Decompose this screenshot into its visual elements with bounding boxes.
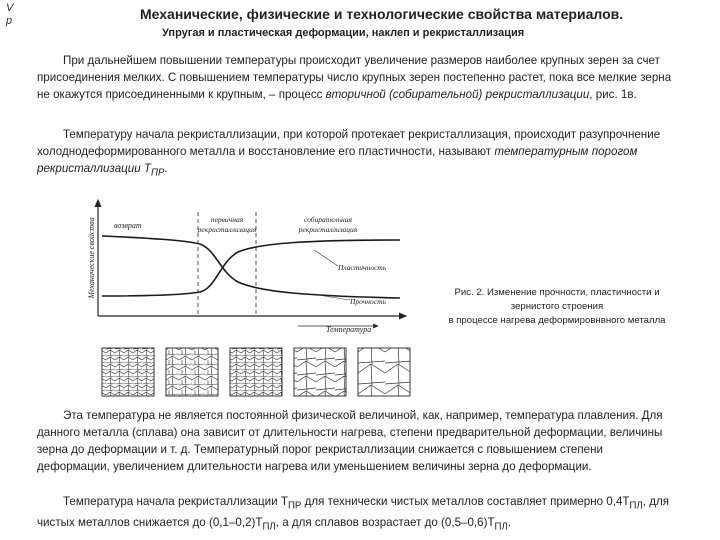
p4-text-3: , для чистых металлов снижается до (0,1–0,2)Т bbox=[37, 495, 670, 530]
paragraph-threshold-definition bbox=[37, 126, 677, 181]
p2-italic-text: температурным порогом рекристаллизации Т bbox=[37, 145, 638, 175]
stage-label-primary-line1: первичная bbox=[210, 215, 244, 224]
caption-line-3: в процессе нагрева деформировнвного металла bbox=[448, 315, 666, 326]
y-axis-label: Механические свойства bbox=[87, 217, 96, 299]
p4-sub-4: ПЛ bbox=[494, 521, 508, 533]
page-subtitle: Упругая и пластическая деформации, наклеп и рекристаллизация bbox=[162, 27, 525, 39]
grain-structure-coarse bbox=[358, 348, 410, 396]
p4-text-2: для технически чистых металлов составляет примерно 0,4Т bbox=[301, 495, 630, 508]
stage-label-recovery: возврат bbox=[114, 221, 142, 230]
caption-line-2: зернистого строения bbox=[510, 301, 604, 312]
p1-text-a: При дальнейшем повышении температуры происходит увеличение размеров наиболее крупных зерен за счет присоединения мелких. С повышением температуры число крупных зерен постепенно растет, пока все мелкие зерна не окажутся присоединенными к крупным, – процесс bbox=[37, 54, 672, 101]
p2-subscript: ПР bbox=[150, 167, 165, 179]
p1-text-b: , рис. 1в. bbox=[589, 88, 637, 101]
p4-sub-3: ПЛ bbox=[262, 521, 276, 533]
p3-text: Эта температура не является постоянной физической величиной, как, например, температура плавления. Для данного металла (сплава) она зависит от длительности нагрева, степени предварительной деформации, величины зерна до деформации и т. д. Температурный порог рекристаллизации снижается с повышением степени деформации, увеличением длительности нагрева или уменьшением величины зерна до деформации. bbox=[37, 409, 663, 473]
stage-label-collective-line1: собирательная bbox=[303, 215, 353, 224]
grain-structure-secondary-growth bbox=[294, 348, 346, 396]
strength-label: Прочность bbox=[350, 297, 386, 306]
grain-structure-recovered bbox=[166, 348, 218, 396]
caption-line-1: Рис. 2. Изменение прочности, пластичности и bbox=[454, 287, 660, 298]
ductility-leader bbox=[314, 250, 338, 266]
p1-italic-term: вторичной (собирательной) рекристаллизации bbox=[325, 88, 590, 101]
p4-text-4: , а для сплавов возрастает до (0,5–0,6)Т bbox=[275, 516, 495, 530]
corner-mark-line2: p bbox=[6, 15, 13, 27]
paragraph-threshold-values bbox=[37, 493, 677, 536]
p4-text-5: . bbox=[507, 516, 512, 530]
corner-mark-line1: V bbox=[6, 2, 14, 14]
recrystallization-figure bbox=[88, 196, 418, 398]
grain-structure-deformed bbox=[102, 348, 154, 396]
stage-label-primary-line2: рекристаллизация bbox=[197, 225, 257, 234]
p2-text-a: Температуру начала рекристаллизации, при которой протекает рекристаллизация, происходит разупрочнение холоднодеформированного металла и восстановление его пластичности, называют bbox=[37, 128, 661, 158]
p4-sub-2: ПЛ bbox=[629, 500, 643, 512]
x-axis-label: Температура bbox=[326, 325, 372, 334]
p4-text-1: Температура начала рекристаллизации Т bbox=[63, 495, 288, 508]
p2-text-b: . bbox=[164, 162, 168, 175]
corner-mark bbox=[6, 2, 13, 28]
p4-sub-1: ПР bbox=[287, 500, 302, 512]
stage-label-collective-line2: рекристаллизация bbox=[298, 225, 358, 234]
paragraph-secondary-recrystallization bbox=[37, 52, 677, 103]
paragraph-temperature-dependence bbox=[37, 407, 677, 475]
page-title: Механические, физические и технологические свойства материалов. bbox=[140, 6, 624, 22]
figure-caption bbox=[426, 286, 688, 328]
grain-structure-primary-recrystallized bbox=[230, 348, 282, 396]
ductility-label: Пластичность bbox=[338, 263, 387, 272]
